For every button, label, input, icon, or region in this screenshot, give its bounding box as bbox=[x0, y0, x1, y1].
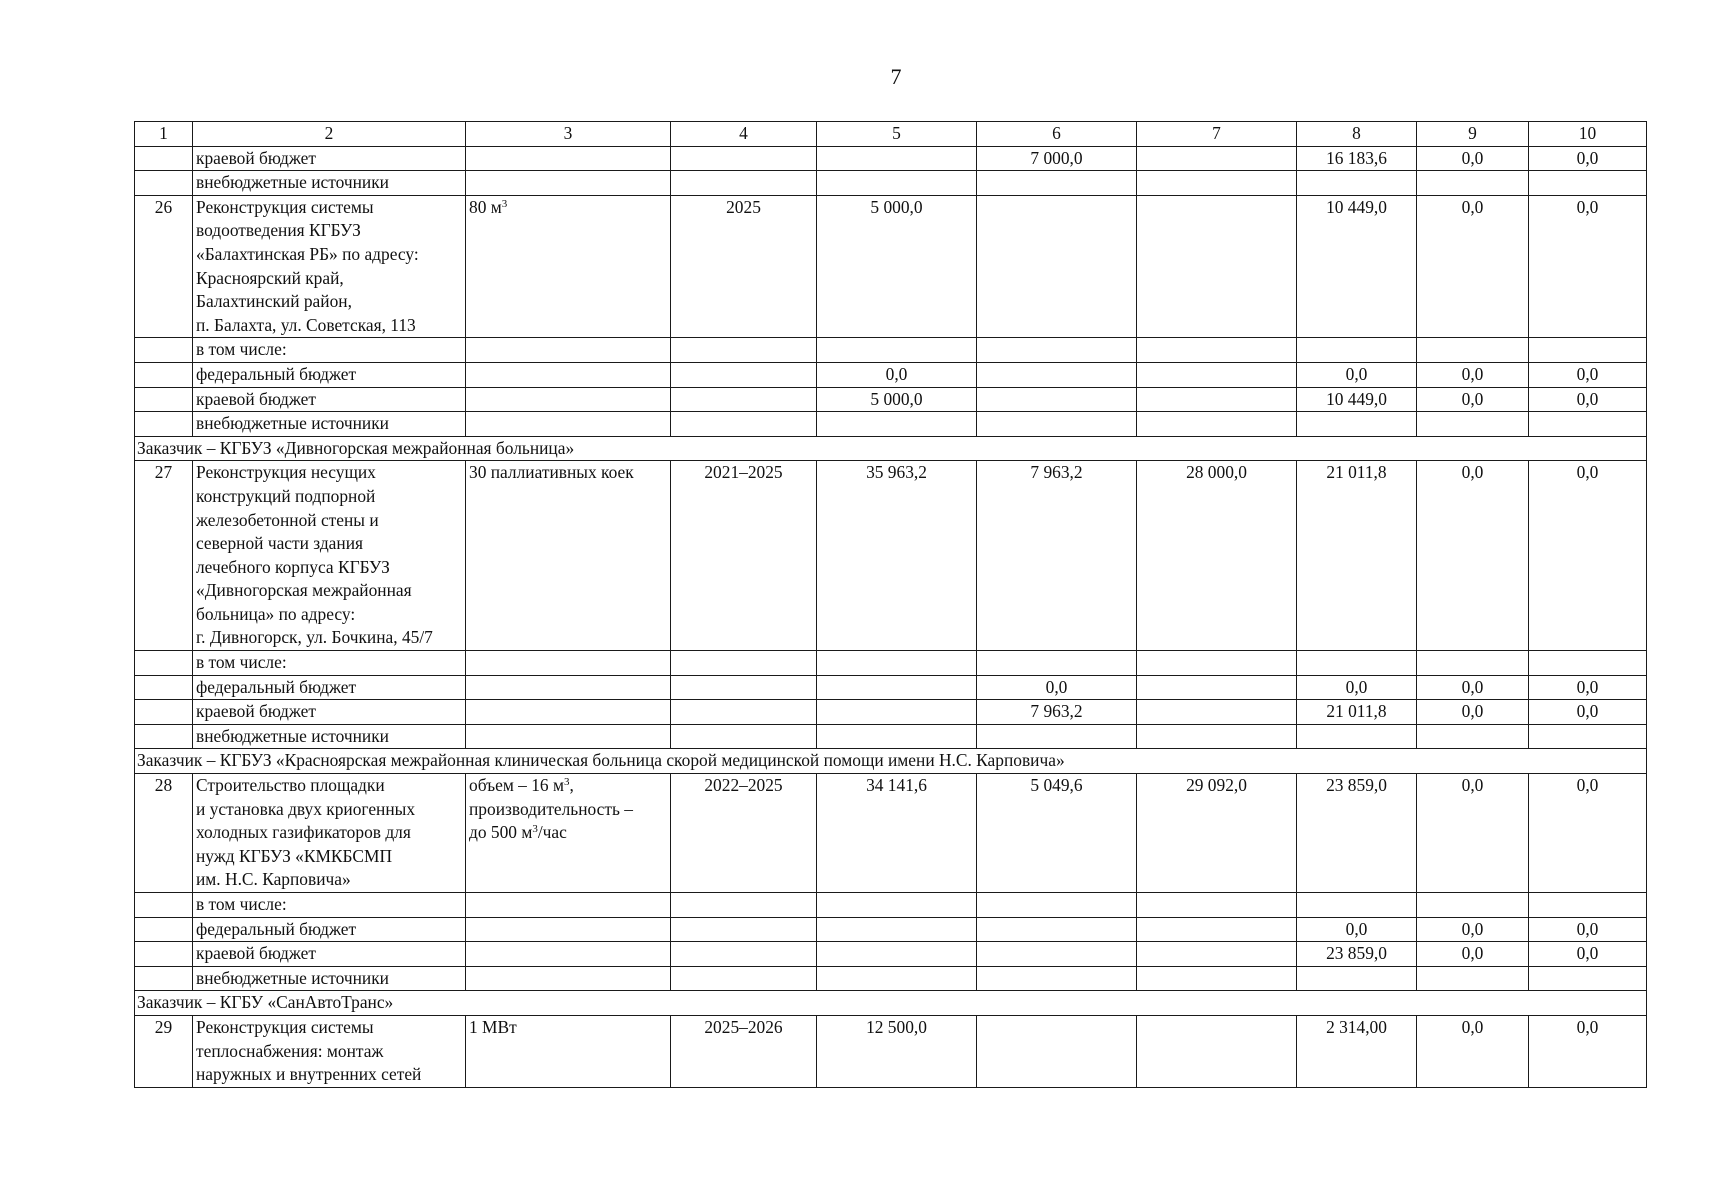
value-col9: 0,0 bbox=[1417, 195, 1529, 338]
row-number bbox=[135, 171, 193, 196]
cost-cell: 0,0 bbox=[817, 362, 977, 387]
value-col6: 0,0 bbox=[977, 675, 1137, 700]
period-cell: 2022–2025 bbox=[671, 774, 817, 893]
value-col10: 0,0 bbox=[1529, 942, 1647, 967]
row-number: 27 bbox=[135, 461, 193, 651]
object-name: в том числе: bbox=[193, 651, 466, 676]
value-col10: 0,0 bbox=[1529, 917, 1647, 942]
table-row bbox=[135, 675, 1647, 700]
customer-label: Заказчик – КГБУЗ «Дивногорская межрайонная больница» bbox=[135, 436, 1647, 461]
period-cell bbox=[671, 146, 817, 171]
value-col10: 0,0 bbox=[1529, 146, 1647, 171]
object-name: краевой бюджет bbox=[193, 700, 466, 725]
value-col8: 21 011,8 bbox=[1297, 461, 1417, 651]
value-col8: 23 859,0 bbox=[1297, 942, 1417, 967]
table-row bbox=[135, 942, 1647, 967]
value-col7 bbox=[1137, 195, 1297, 338]
object-name: Реконструкция системы водоотведения КГБУЗ «Балахтинская РБ» по адресу: Красноярский край, Балахтинский район, п. Балахта, ул. Советская, 113 bbox=[193, 195, 466, 338]
customer-label: Заказчик – КГБУ «СанАвтоТранс» bbox=[135, 991, 1647, 1016]
value-col10: 0,0 bbox=[1529, 461, 1647, 651]
table-row bbox=[135, 171, 1647, 196]
table-row bbox=[135, 651, 1647, 676]
value-col8: 21 011,8 bbox=[1297, 700, 1417, 725]
customer-row bbox=[135, 436, 1647, 461]
value-col9: 0,0 bbox=[1417, 362, 1529, 387]
value-col8: 0,0 bbox=[1297, 917, 1417, 942]
value-col10: 0,0 bbox=[1529, 1015, 1647, 1087]
object-name: Строительство площадки и установка двух криогенных холодных газификаторов для нужд КГБУЗ «КМКБСМП им. Н.С. Карповича» bbox=[193, 774, 466, 893]
value-col6: 7 963,2 bbox=[977, 700, 1137, 725]
value-col6 bbox=[977, 1015, 1137, 1087]
object-name: внебюджетные источники bbox=[193, 966, 466, 991]
value-col9: 0,0 bbox=[1417, 675, 1529, 700]
table-row bbox=[135, 461, 1647, 651]
object-name: Реконструкция системы теплоснабжения: монтаж наружных и внутренних сетей bbox=[193, 1015, 466, 1087]
object-name: внебюджетные источники bbox=[193, 171, 466, 196]
value-col9: 0,0 bbox=[1417, 942, 1529, 967]
value-col10: 0,0 bbox=[1529, 387, 1647, 412]
value-col9: 0,0 bbox=[1417, 146, 1529, 171]
value-col8: 23 859,0 bbox=[1297, 774, 1417, 893]
header-cell: 8 bbox=[1297, 122, 1417, 147]
capacity-cell: объем – 16 $м^3$, производительность – до 500 $м^3$/час bbox=[466, 774, 671, 893]
period-cell: 2025 bbox=[671, 195, 817, 338]
object-name: федеральный бюджет bbox=[193, 362, 466, 387]
page-number: 7 bbox=[890, 64, 902, 89]
table-row bbox=[135, 146, 1647, 171]
cost-cell: 35 963,2 bbox=[817, 461, 977, 651]
value-col10: 0,0 bbox=[1529, 700, 1647, 725]
period-cell: 2025–2026 bbox=[671, 1015, 817, 1087]
value-col9: 0,0 bbox=[1417, 700, 1529, 725]
customer-row bbox=[135, 749, 1647, 774]
table-row bbox=[135, 362, 1647, 387]
value-col9: 0,0 bbox=[1417, 461, 1529, 651]
header-cell: 4 bbox=[671, 122, 817, 147]
table-row bbox=[135, 1015, 1647, 1087]
table-row bbox=[135, 724, 1647, 749]
value-col8: 0,0 bbox=[1297, 675, 1417, 700]
cost-cell: 12 500,0 bbox=[817, 1015, 977, 1087]
table-row bbox=[135, 917, 1647, 942]
value-col7: 29 092,0 bbox=[1137, 774, 1297, 893]
column-number-row bbox=[135, 122, 1647, 147]
value-col8: 0,0 bbox=[1297, 362, 1417, 387]
header-cell: 9 bbox=[1417, 122, 1529, 147]
cost-cell: 5 000,0 bbox=[817, 195, 977, 338]
value-col8: 10 449,0 bbox=[1297, 195, 1417, 338]
value-col8: 10 449,0 bbox=[1297, 387, 1417, 412]
row-number: 28 bbox=[135, 774, 193, 893]
value-col9: 0,0 bbox=[1417, 774, 1529, 893]
header-cell: 2 bbox=[193, 122, 466, 147]
object-name: краевой бюджет bbox=[193, 387, 466, 412]
value-col10: 0,0 bbox=[1529, 362, 1647, 387]
value-col9: 0,0 bbox=[1417, 1015, 1529, 1087]
header-cell: 7 bbox=[1137, 122, 1297, 147]
value-col7 bbox=[1137, 1015, 1297, 1087]
table-row bbox=[135, 700, 1647, 725]
object-name: Реконструкция несущих конструкций подпорной железобетонной стены и северной части здания лечебного корпуса КГБУЗ «Дивногорская межрайонная больница» по адресу: г. Дивногорск, ул. Бочкина, 45/7 bbox=[193, 461, 466, 651]
object-name: краевой бюджет bbox=[193, 942, 466, 967]
capacity-cell: 30 паллиативных коек bbox=[466, 461, 671, 651]
value-col9: 0,0 bbox=[1417, 917, 1529, 942]
header-cell: 3 bbox=[466, 122, 671, 147]
object-name: в том числе: bbox=[193, 893, 466, 918]
value-col10: 0,0 bbox=[1529, 774, 1647, 893]
row-number bbox=[135, 146, 193, 171]
object-name: федеральный бюджет bbox=[193, 675, 466, 700]
object-name: федеральный бюджет bbox=[193, 917, 466, 942]
budget-table bbox=[134, 121, 1647, 1088]
header-cell: 10 bbox=[1529, 122, 1647, 147]
row-number: 29 bbox=[135, 1015, 193, 1087]
table-row bbox=[135, 774, 1647, 893]
table-row bbox=[135, 966, 1647, 991]
period-cell: 2021–2025 bbox=[671, 461, 817, 651]
header-cell: 5 bbox=[817, 122, 977, 147]
object-name: внебюджетные источники bbox=[193, 412, 466, 437]
object-name: внебюджетные источники bbox=[193, 724, 466, 749]
cost-cell: 5 000,0 bbox=[817, 387, 977, 412]
header-cell: 1 bbox=[135, 122, 193, 147]
value-col10: 0,0 bbox=[1529, 675, 1647, 700]
value-col6 bbox=[977, 195, 1137, 338]
customer-label: Заказчик – КГБУЗ «Красноярская межрайонная клиническая больница скорой медицинской помощи имени Н.С. Карповича» bbox=[135, 749, 1647, 774]
table-row bbox=[135, 893, 1647, 918]
table-row bbox=[135, 412, 1647, 437]
value-col6: 5 049,6 bbox=[977, 774, 1137, 893]
customer-row bbox=[135, 991, 1647, 1016]
table-row bbox=[135, 195, 1647, 338]
value-col8: 16 183,6 bbox=[1297, 146, 1417, 171]
header-cell: 6 bbox=[977, 122, 1137, 147]
value-col9: 0,0 bbox=[1417, 387, 1529, 412]
capacity-cell: 1 МВт bbox=[466, 1015, 671, 1087]
value-col8: 2 314,00 bbox=[1297, 1015, 1417, 1087]
value-col7 bbox=[1137, 146, 1297, 171]
value-col6: 7 000,0 bbox=[977, 146, 1137, 171]
object-name: краевой бюджет bbox=[193, 146, 466, 171]
value-col10: 0,0 bbox=[1529, 195, 1647, 338]
cost-cell bbox=[817, 146, 977, 171]
table-row bbox=[135, 387, 1647, 412]
object-name: в том числе: bbox=[193, 338, 466, 363]
cost-cell: 34 141,6 bbox=[817, 774, 977, 893]
capacity-cell bbox=[466, 146, 671, 171]
capacity-cell: 80 $м^3$ bbox=[466, 195, 671, 338]
value-col7: 28 000,0 bbox=[1137, 461, 1297, 651]
table-row bbox=[135, 338, 1647, 363]
value-col6: 7 963,2 bbox=[977, 461, 1137, 651]
row-number: 26 bbox=[135, 195, 193, 338]
